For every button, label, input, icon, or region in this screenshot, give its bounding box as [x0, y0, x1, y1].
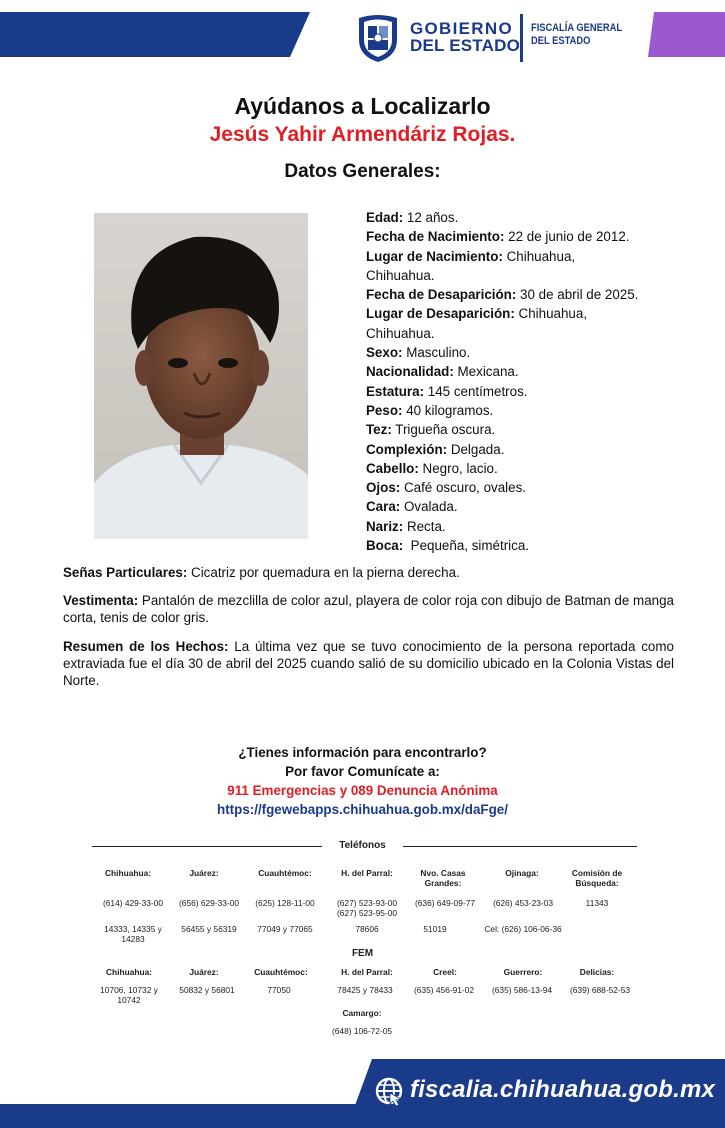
data-label: Sexo:	[366, 345, 403, 361]
tel-header: Chihuahua:	[104, 868, 152, 878]
fem-header: Cuauhtémoc:	[254, 967, 308, 977]
tel-header: Juárez:	[189, 868, 219, 878]
tel-cell: (627) 523-93-00 (627) 523-95-00	[336, 898, 398, 918]
data-label: Cara:	[366, 499, 401, 515]
header-blue-banner	[0, 12, 310, 57]
resumen-value: La última vez que se tuvo conocimiento de la persona reportada como extraviada fue el día 30 de abril del 2025 cuando salió de su domicilio ubicado en la Colonia Vistas del Norte.	[63, 639, 674, 688]
data-label: Nariz:	[366, 518, 404, 534]
data-label: Estatura:	[366, 383, 425, 399]
data-label: Cabello:	[366, 460, 419, 476]
data-label: Fecha de Desaparición:	[366, 287, 517, 303]
data-value: Ovalada.	[400, 499, 458, 515]
data-label: Lugar de Nacimiento:	[366, 248, 503, 264]
data-value: 145 centímetros.	[424, 383, 528, 399]
page-title: Ayúdanos a Localizarlo	[234, 93, 491, 119]
report-url-link[interactable]: https://fgewebapps.chihuahua.gob.mx/daFge/	[217, 802, 508, 817]
data-label: Fecha de Nacimiento:	[366, 229, 505, 245]
data-label: Tez:	[366, 422, 392, 438]
fem-cell: (635) 586-13-94	[491, 985, 553, 995]
fem-cell: (635) 456-91-02	[413, 985, 475, 995]
data-value: Pequeña, simétrica.	[403, 538, 530, 554]
data-value: Recta.	[403, 518, 446, 534]
logo-divider	[520, 14, 523, 62]
fem-cell: 10706, 10732 y 10742	[100, 985, 158, 1005]
fem-header: Chihuahua:	[105, 967, 153, 977]
fiscalia-line-1: FISCALÍA GENERAL	[531, 22, 623, 34]
vestimenta-value: Pantalón de mezclilla de color azul, playera de color roja con dibujo de Batman de manga corta, tenis de color gris.	[63, 593, 674, 625]
tel-header: Comisión de Búsqueda:	[571, 868, 623, 888]
data-row-boca	[366, 536, 686, 555]
data-label: Ojos:	[366, 480, 401, 496]
footer-website-link[interactable]: fiscalia.chihuahua.gob.mx	[410, 1076, 716, 1103]
data-row-fecha-nacimiento	[366, 227, 686, 246]
data-value: Chihuahua.	[366, 325, 435, 341]
tel-header: Ojinaga:	[505, 868, 539, 878]
globe-icon	[374, 1076, 404, 1106]
tel-cell: (636) 649-09-77	[414, 898, 476, 908]
emergency-numbers: 911 Emergencias y 089 Denuncia Anónima	[227, 783, 498, 798]
data-value: 22 de junio de 2012.	[504, 229, 630, 245]
data-label: Complexión:	[366, 441, 448, 457]
data-row-estatura	[366, 382, 686, 401]
fem-cell: 78425 y 78433	[337, 985, 393, 995]
data-label: Edad:	[366, 210, 404, 225]
data-value: Delgada.	[447, 441, 505, 457]
data-row-sexo	[366, 343, 686, 362]
data-value: Chihuahua,	[502, 248, 576, 264]
data-row-cara	[366, 497, 686, 516]
tel-header: Cuauhtémoc:	[258, 868, 312, 878]
fem-header-camargo: Camargo:	[342, 1008, 382, 1018]
senas-label: Señas Particulares:	[63, 565, 188, 580]
gobierno-line-1: GOBIERNO	[410, 19, 513, 38]
data-value: 12 años.	[403, 210, 459, 225]
data-row-lugar-desaparicion-cont	[366, 324, 686, 343]
data-row-nariz	[366, 517, 686, 536]
telefonos-rule-right	[403, 846, 637, 847]
tel-cell: 77049 y 77065	[257, 924, 313, 934]
data-value: Masculino.	[402, 345, 471, 361]
data-value: Negro, lacio.	[418, 460, 498, 476]
gobierno-logo-text	[410, 20, 520, 54]
tel-header: H. del Parral:	[341, 868, 393, 878]
telefonos-rule-left	[92, 846, 322, 847]
data-value: Mexicana.	[453, 364, 519, 380]
data-row-fecha-desaparicion	[366, 285, 686, 304]
data-label: Boca:	[366, 538, 404, 554]
data-row-complexion	[366, 440, 686, 459]
data-row-ojos	[366, 478, 686, 497]
fem-cell: (639) 688-52-53	[569, 985, 631, 995]
header-purple-banner	[648, 12, 725, 57]
data-value: Café oscuro, ovales.	[400, 480, 527, 496]
data-value: 30 de abril de 2025.	[516, 287, 639, 303]
data-row-tez	[366, 420, 686, 439]
general-data-list	[366, 208, 686, 555]
tel-cell: 11343	[585, 898, 609, 908]
tel-cell: (656) 629-33-00	[178, 898, 240, 908]
data-row-lugar-nacimiento-cont	[366, 266, 686, 285]
data-row-cabello	[366, 459, 686, 478]
fiscalia-line-2: DEL ESTADO	[531, 35, 591, 47]
section-heading: Datos Generales:	[284, 161, 441, 182]
data-value: 40 kilogramos.	[402, 402, 494, 418]
contact-question: ¿Tienes información para encontrarlo?	[238, 745, 487, 760]
vestimenta	[63, 592, 674, 626]
tel-cell: 78606	[355, 924, 379, 934]
fem-header: Delicias:	[579, 967, 615, 977]
data-row-edad	[366, 208, 686, 227]
data-value: Chihuahua.	[366, 267, 435, 283]
fiscalia-logo-text	[531, 22, 622, 48]
tel-cell: 51019	[423, 924, 447, 934]
senas-particulares	[63, 564, 674, 581]
data-label: Lugar de Desaparición:	[366, 306, 515, 322]
fem-cell-camargo: (648) 106-72-05	[331, 1026, 393, 1036]
tel-cell: Cel: (626) 106-06-36	[484, 924, 562, 934]
vestimenta-label: Vestimenta:	[63, 593, 139, 608]
tel-cell: 56455 y 56319	[181, 924, 237, 934]
state-crest-icon	[355, 12, 401, 64]
fem-header: Guerrero:	[503, 967, 543, 977]
data-value: Chihuahua,	[514, 306, 588, 322]
missing-person-photo	[94, 213, 308, 539]
missing-person-name: Jesús Yahir Armendáriz Rojas.	[209, 123, 516, 146]
data-label: Nacionalidad:	[366, 364, 454, 380]
telefonos-title: Teléfonos	[339, 840, 386, 851]
data-row-lugar-desaparicion	[366, 304, 686, 323]
fem-cell: 77050	[267, 985, 291, 995]
data-row-lugar-nacimiento	[366, 247, 686, 266]
senas-value: Cicatriz por quemadura en la pierna derecha.	[187, 565, 460, 580]
tel-cell: 14333, 14335 y 14283	[104, 924, 162, 944]
tel-header: Nvo. Casas Grandes:	[420, 868, 466, 888]
fem-header: Creel:	[433, 967, 457, 977]
resumen-label: Resumen de los Hechos:	[63, 639, 229, 654]
gobierno-line-2: DEL ESTADO	[410, 36, 520, 55]
tel-cell: (625) 128-11-00	[255, 898, 315, 908]
resumen-hechos	[63, 638, 674, 689]
data-row-peso	[366, 401, 686, 420]
fem-title: FEM	[351, 948, 374, 959]
fem-header: H. del Parral:	[341, 967, 393, 977]
contact-please: Por favor Comunícate a:	[285, 764, 440, 779]
fem-cell: 50832 y 56801	[179, 985, 235, 995]
data-label: Peso:	[366, 402, 403, 418]
data-value: Trigueña oscura.	[391, 422, 496, 438]
tel-cell: (626) 453-23-03	[492, 898, 554, 908]
fem-header: Juárez:	[189, 967, 219, 977]
data-row-nacionalidad	[366, 362, 686, 381]
tel-cell: (614) 429-33-00	[102, 898, 164, 908]
